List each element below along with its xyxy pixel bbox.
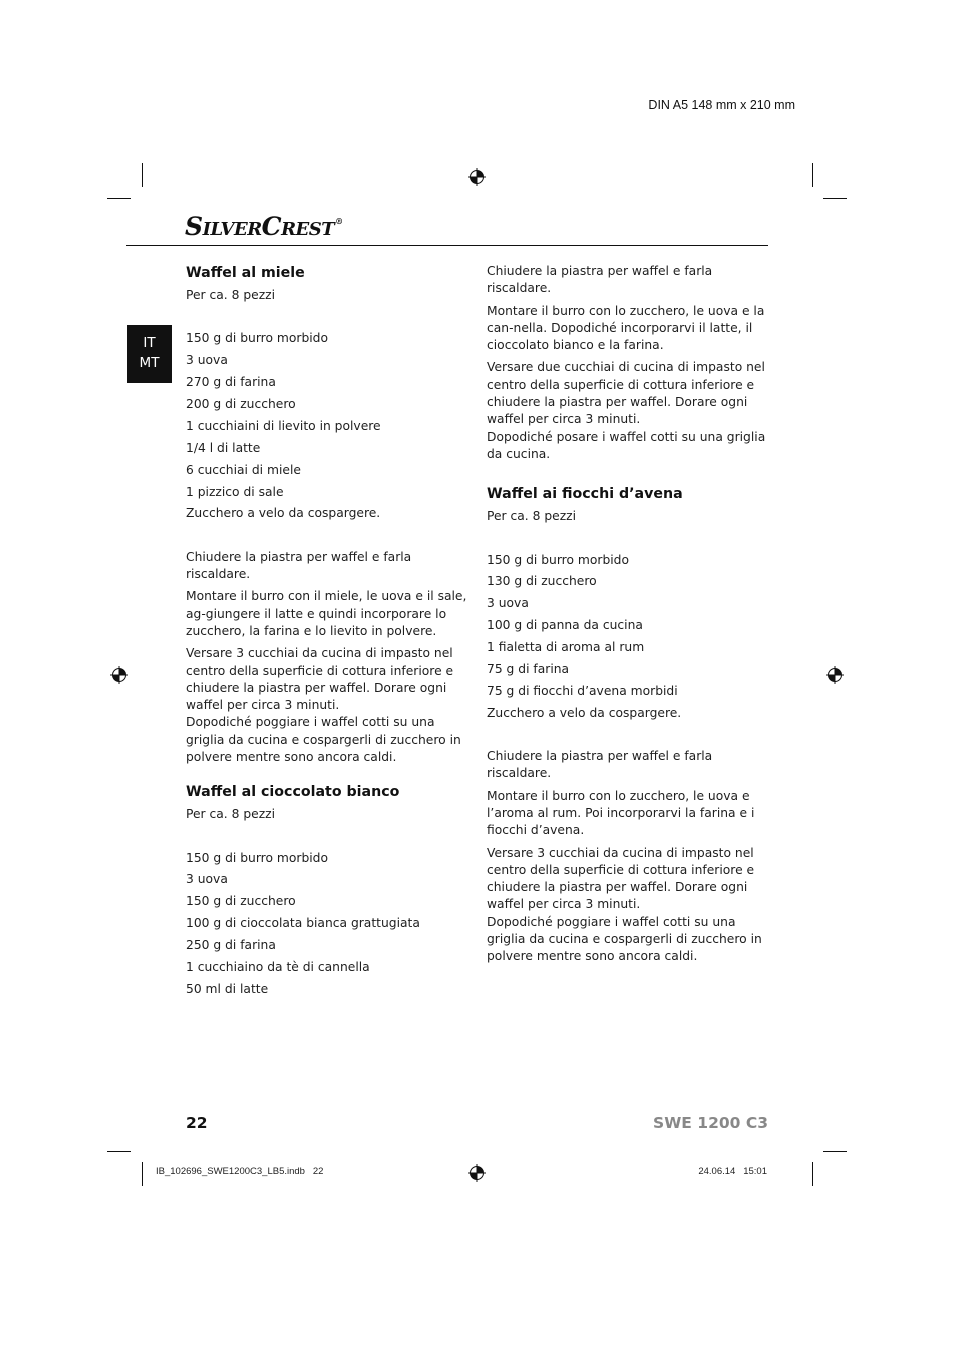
ingredient-item: 3 uova [186, 872, 228, 887]
page-number: 22 [186, 1114, 208, 1132]
left-column [186, 264, 471, 1024]
crop-mark [823, 1151, 847, 1152]
crop-mark [107, 198, 131, 199]
ingredient-list [186, 330, 471, 522]
ingredient-item: 150 g di burro morbido [186, 331, 328, 346]
print-date-info: 24.06.14 15:01 [698, 1166, 767, 1177]
crop-mark [812, 1162, 813, 1186]
ingredient-item: 3 uova [186, 353, 228, 368]
ingredient-item: 1 fialetta di aroma al rum [487, 640, 645, 655]
ingredient-item: 1/4 l di latte [186, 440, 261, 455]
ingredient-item: 100 g di panna da cucina [487, 618, 643, 633]
language-code-mt: MT [139, 355, 160, 371]
ingredient-item: 50 ml di latte [186, 981, 269, 996]
registration-mark-icon [468, 1164, 486, 1182]
instruction-step: Dopodiché posare i waffel cotti su una griglia da cucina. [487, 429, 766, 461]
ingredient-item: Zucchero a velo da cospargere. [487, 705, 682, 720]
ingredient-item: Zucchero a velo da cospargere. [186, 506, 381, 521]
ingredient-item: 200 g di zucchero [186, 396, 296, 411]
ingredient-item: 150 g di zucchero [186, 894, 296, 909]
ingredient-item: 3 uova [487, 596, 529, 611]
instruction-step: Dopodiché poggiare i waffel cotti su una griglia da cucina e cospargerli di zucchero in polvere mentre sono ancora caldi. [487, 914, 762, 964]
language-tab [127, 325, 172, 383]
crop-mark [812, 163, 813, 187]
ingredient-item: 75 g di farina [487, 662, 570, 677]
ingredient-list [186, 850, 471, 999]
ingredient-item: 250 g di farina [186, 938, 276, 953]
recipe-serves: Per ca. 8 pezzi [487, 509, 577, 524]
right-column [487, 263, 772, 971]
instruction-step: Dopodiché poggiare i waffel cotti su una griglia da cucina e cospargerli di zucchero in polvere mentre sono ancora caldi. [186, 715, 461, 764]
ingredient-item: 150 g di burro morbido [487, 552, 629, 567]
ingredient-item: 1 pizzico di sale [186, 484, 284, 499]
crop-mark [142, 163, 143, 187]
instruction-step: Montare il burro con il miele, le uova e il sale, ag-giungere il latte e quindi incorporare lo zucchero, la farina e lo lievito in polvere. [186, 589, 467, 638]
ingredient-item: 130 g di zucchero [487, 574, 597, 589]
registration-mark-icon [468, 168, 486, 186]
instruction-step: Chiudere la piastra per waffel e farla riscaldare. [487, 264, 713, 296]
recipe-title: Waffel al cioccolato bianco [186, 784, 400, 801]
ingredient-item: 1 cucchiaini di lievito in polvere [186, 418, 381, 433]
model-number: SWE 1200 C3 [653, 1114, 768, 1132]
instruction-step: Montare il burro con lo zucchero, le uova e la can-nella. Dopodiché incorporarvi il latte, il cioccolato bianco e la farina. [487, 303, 765, 353]
instruction-step: Chiudere la piastra per waffel e farla riscaldare. [186, 549, 412, 582]
crop-mark [107, 1151, 131, 1152]
ingredient-item: 1 cucchiaino da tè di cannella [186, 960, 370, 975]
language-code-it: IT [143, 335, 156, 351]
ingredient-item: 75 g di fiocchi d’avena morbidi [487, 683, 678, 698]
instruction-step: Versare 3 cucchiai da cucina di impasto nel centro della superficie di cottura inferiore e chiudere la piastra per waffel. Dorare ogni waffel per circa 3 minuti. [487, 845, 755, 912]
instruction-step: Versare due cucchiai di cucina di impasto nel centro della superficie di cottura inferiore e chiudere la piastra per waffel. Dorare ogni waffel per circa 3 minuti. [487, 360, 765, 427]
recipe-serves: Per ca. 8 pezzi [186, 288, 276, 302]
crop-mark [823, 198, 847, 199]
instruction-step: Versare 3 cucchiai da cucina di impasto nel centro della superficie di cottura inferiore e chiudere la piastra per waffel. Dorare ogni waffel per circa 3 minuti. [186, 646, 454, 713]
ingredient-item: 100 g di cioccolata bianca grattugiata [186, 916, 420, 931]
crop-mark [142, 1162, 143, 1186]
recipe-title: Waffel al miele [186, 265, 305, 281]
recipe-title: Waffel ai fiocchi d’avena [487, 486, 683, 503]
ingredient-list [487, 552, 772, 723]
brand-logo: SILVERCREST® [185, 212, 343, 241]
ingredient-item: 6 cucchiai di miele [186, 462, 301, 477]
registration-mark-icon [110, 666, 128, 684]
instruction-step: Chiudere la piastra per waffel e farla riscaldare. [487, 749, 713, 781]
ingredient-item: 150 g di burro morbido [186, 850, 328, 865]
print-file-info: IB_102696_SWE1200C3_LB5.indb 22 [156, 1166, 324, 1177]
recipe-serves: Per ca. 8 pezzi [186, 807, 276, 822]
ingredient-item: 270 g di farina [186, 375, 276, 390]
doc-format-label: DIN A5 148 mm x 210 mm [648, 98, 795, 112]
instruction-step: Montare il burro con lo zucchero, le uova e l’aroma al rum. Poi incorporarvi la farina e i fiocchi d’avena. [487, 788, 755, 838]
header-rule [126, 245, 768, 246]
registration-mark-icon [826, 666, 844, 684]
